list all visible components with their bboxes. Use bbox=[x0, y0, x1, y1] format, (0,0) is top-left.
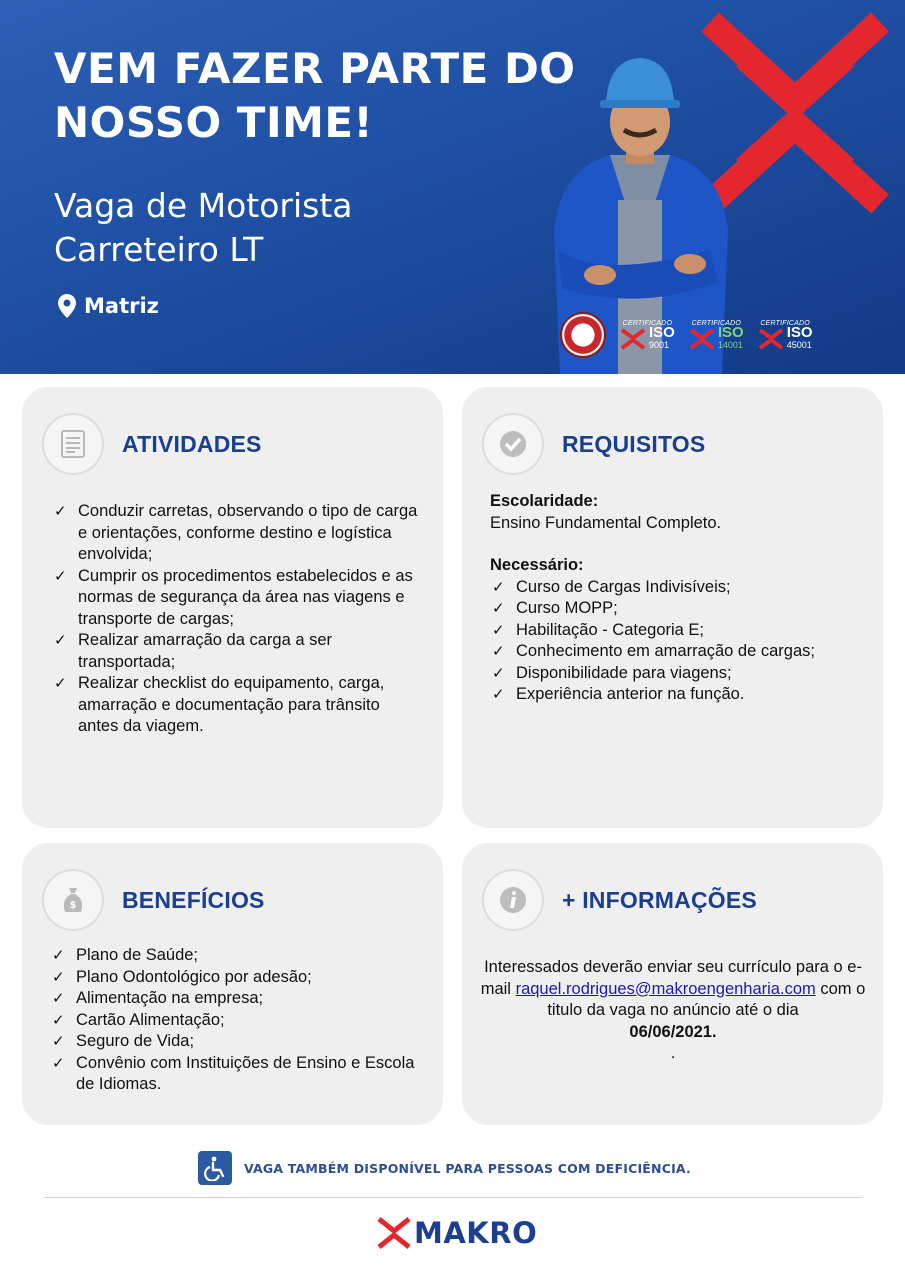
requisitos-title: REQUISITOS bbox=[562, 431, 706, 457]
email-link[interactable]: raquel.rodrigues@makroengenharia.com bbox=[515, 979, 816, 998]
list-item: ✓ Experiência anterior na função. bbox=[490, 684, 870, 706]
pcd-text: VAGA TAMBÉM DISPONÍVEL PARA PESSOAS COM DEFICIÊNCIA. bbox=[244, 1160, 691, 1176]
brand-x-icon bbox=[376, 1216, 412, 1250]
footer-divider bbox=[44, 1197, 862, 1198]
informacoes-body bbox=[478, 957, 868, 1065]
list-item: ✓ Plano Odontológico por adesão; bbox=[50, 967, 430, 989]
requisitos-list bbox=[490, 577, 870, 706]
footer-logo bbox=[376, 1216, 537, 1250]
iso-x-icon bbox=[689, 328, 715, 350]
info-icon bbox=[482, 869, 544, 931]
trailing-dot: . bbox=[670, 1044, 676, 1062]
iso-x-icon bbox=[758, 328, 784, 350]
iso-x-icon bbox=[620, 328, 646, 350]
informacoes-card bbox=[462, 843, 883, 1125]
money-bag-icon bbox=[42, 869, 104, 931]
requisitos-body bbox=[490, 491, 870, 706]
list-item: ✓ Realizar amarração da carga a ser transportada; bbox=[52, 630, 422, 673]
escolaridade-label: Escolaridade: bbox=[490, 492, 599, 510]
list-item: ✓ Conduzir carretas, observando o tipo de carga e orientações, conforme destino e logística envolvida; bbox=[52, 501, 422, 566]
header-banner bbox=[0, 0, 905, 374]
escolaridade-value: Ensino Fundamental Completo. bbox=[490, 513, 722, 532]
deadline: 06/06/2021. bbox=[629, 1022, 717, 1041]
list-item: ✓ Alimentação na empresa; bbox=[50, 988, 430, 1010]
certification-badges bbox=[560, 312, 813, 358]
map-pin-icon bbox=[58, 294, 76, 318]
beneficios-card bbox=[22, 843, 443, 1125]
check-circle-icon bbox=[482, 413, 544, 475]
location-label: Matriz bbox=[84, 294, 159, 318]
list-item: ✓ Conhecimento em amarração de cargas; bbox=[490, 641, 870, 663]
pcd-notice bbox=[198, 1151, 691, 1185]
iso-badge-3: CERTIFICADO ISO 45001 bbox=[758, 320, 813, 351]
document-icon bbox=[42, 413, 104, 475]
wheelchair-icon bbox=[198, 1151, 232, 1185]
list-item: ✓ Habilitação - Categoria E; bbox=[490, 620, 870, 642]
list-item: ✓ Convênio com Instituições de Ensino e Escola de Idiomas. bbox=[50, 1053, 430, 1096]
headline: VEM FAZER PARTE DO NOSSO TIME! bbox=[54, 44, 576, 147]
award-seal-icon bbox=[560, 312, 606, 358]
atividades-card bbox=[22, 387, 443, 828]
list-item: ✓ Cumprir os procedimentos estabelecidos e as normas de segurança da área nas viagens e transporte de cargas; bbox=[52, 566, 422, 631]
informacoes-title: + INFORMAÇÕES bbox=[562, 887, 757, 913]
list-item: ✓ Realizar checklist do equipamento, carga, amarração e documentação para trânsito antes da viagem. bbox=[52, 673, 422, 738]
list-item: ✓ Curso de Cargas Indivisíveis; bbox=[490, 577, 870, 599]
brand-name: MAKRO bbox=[414, 1216, 538, 1250]
iso-badge-2: CERTIFICADO ISO 14001 bbox=[689, 320, 744, 351]
list-item: ✓ Plano de Saúde; bbox=[50, 945, 430, 967]
list-item: ✓ Cartão Alimentação; bbox=[50, 1010, 430, 1032]
iso-badge-1: CERTIFICADO ISO 9001 bbox=[620, 320, 675, 351]
list-item: ✓ Disponibilidade para viagens; bbox=[490, 663, 870, 685]
atividades-list bbox=[52, 501, 422, 738]
beneficios-title: BENEFÍCIOS bbox=[122, 887, 265, 913]
location bbox=[58, 294, 159, 318]
atividades-title: ATIVIDADES bbox=[122, 431, 262, 457]
list-item: ✓ Curso MOPP; bbox=[490, 598, 870, 620]
svg-text:$: $ bbox=[69, 900, 77, 911]
beneficios-list bbox=[50, 945, 430, 1096]
requisitos-card bbox=[462, 387, 883, 828]
list-item: ✓ Seguro de Vida; bbox=[50, 1031, 430, 1053]
info-text-before: Interessados deverão enviar seu currículo para o e-mail bbox=[480, 958, 862, 998]
info-text-after: com o titulo da vaga no anúncio até o dia bbox=[547, 979, 866, 1019]
job-title: Vaga de Motorista Carreteiro LT bbox=[54, 186, 353, 269]
necessario-label: Necessário: bbox=[490, 556, 584, 574]
